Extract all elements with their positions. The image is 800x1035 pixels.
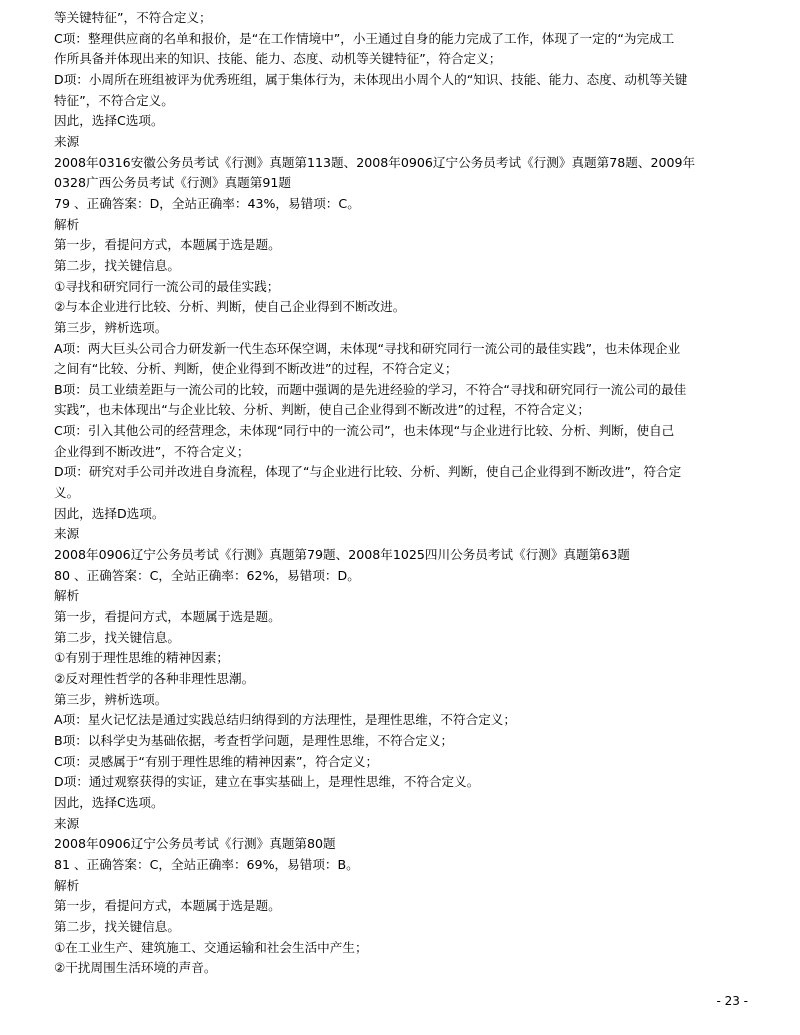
text-line: B项：员工业绩差距与一流公司的比较，而题中强调的是先进经验的学习，不符合“寻找和研究同行一流公司的最佳: [54, 381, 687, 397]
text-line: 第二步，找关键信息。: [54, 257, 180, 273]
text-line: 0328广西公务员考试《行测》真题第91题: [54, 175, 291, 191]
text-line: A项：星火记忆法是通过实践总结归纳得到的方法理性，是理性思维，不符合定义；: [54, 712, 516, 728]
text-line: 第三步，辨析选项。: [54, 319, 168, 335]
text-line: 2008年0906辽宁公务员考试《行测》真题第80题: [54, 836, 336, 852]
text-line: 79 、正确答案：D，全站正确率：43%，易错项：C。: [54, 195, 360, 211]
text-line: ②干扰周围生活环境的声音。: [54, 960, 217, 976]
text-line: D项：研究对手公司并改进自身流程，体现了“与企业进行比较、分析、判断，使自己企业得到不断改进”，符合定: [54, 464, 682, 480]
text-line: 作所具备并体现出来的知识、技能、能力、态度、动机等关键特征”，符合定义；: [54, 51, 502, 67]
text-line: 等关键特征”，不符合定义；: [54, 10, 212, 25]
text-line: C项：引入其他公司的经营理念，未体现“同行中的一流公司”，也未体现“与企业进行比较、分析、判断，使自己: [54, 423, 675, 439]
text-line: ②反对理性哲学的各种非理性思潮。: [54, 671, 255, 686]
text-line: 第二步，找关键信息。: [54, 918, 180, 934]
text-line: 第一步，看提问方式，本题属于选是题。: [54, 609, 281, 625]
text-line: ①寻找和研究同行一流公司的最佳实践；: [54, 278, 280, 294]
text-line: 义。: [54, 485, 80, 501]
text-line: 实践”，也未体现出“与企业比较、分析、判断，使自己企业得到不断改进”的过程，不符合定义；: [54, 402, 590, 418]
text-line: D项：小周所在班组被评为优秀班组，属于集体行为，未体现出小周个人的“知识、技能、能力、态度、动机等关键: [54, 71, 688, 87]
text-line: 2008年0906辽宁公务员考试《行测》真题第79题、2008年1025四川公务员考试《行测》真题第63题: [54, 547, 630, 563]
text-line: 因此，选择C选项。: [54, 113, 164, 129]
page-number: - 23 -: [716, 994, 748, 1008]
text-line: 来源: [54, 815, 80, 831]
text-line: 因此，选择C选项。: [54, 794, 164, 810]
text-line: 80 、正确答案：C，全站正确率：62%，易错项：D。: [54, 567, 360, 583]
text-line: 解析: [54, 216, 80, 232]
text-line: 因此，选择D选项。: [54, 505, 165, 521]
text-line: 解析: [54, 588, 80, 604]
text-line: B项：以科学史为基础依据，考查哲学问题，是理性思维，不符合定义；: [54, 732, 454, 748]
text-line: D项：通过观察获得的实证，建立在事实基础上，是理性思维，不符合定义。: [54, 774, 480, 790]
text-line: 之间有“比较、分析、判断，使企业得到不断改进”的过程，不符合定义；: [54, 361, 458, 377]
document-body: [54, 8, 752, 979]
text-line: 第一步，看提问方式，本题属于选是题。: [54, 237, 281, 253]
text-line: A项：两大巨头公司合力研发新一代生态环保空调，未体现“寻找和研究同行一流公司的最佳实践”，也未体现企业: [54, 340, 681, 356]
text-line: 第三步，辨析选项。: [54, 691, 168, 707]
text-line: 81 、正确答案：C，全站正确率：69%，易错项：B。: [54, 856, 359, 872]
text-line: 第二步，找关键信息。: [54, 629, 180, 645]
text-line: 特征”，不符合定义。: [54, 92, 174, 108]
text-line: 第一步，看提问方式，本题属于选是题。: [54, 898, 281, 914]
text-line: 来源: [54, 133, 80, 149]
text-line: ②与本企业进行比较、分析、判断，使自己企业得到不断改进。: [54, 299, 406, 315]
text-line: ①有别于理性思维的精神因素；: [54, 650, 230, 666]
text-line: 解析: [54, 877, 80, 893]
text-line: ①在工业生产、建筑施工、交通运输和社会生活中产生；: [54, 939, 368, 955]
text-line: C项：整理供应商的名单和报价，是“在工作情境中”，小王通过自身的能力完成了工作，体现了一定的“为完成工: [54, 30, 675, 46]
text-line: 来源: [54, 526, 80, 542]
text-line: C项：灵感属于“有别于理性思维的精神因素”，符合定义；: [54, 753, 379, 769]
text-line: 企业得到不断改进”，不符合定义；: [54, 443, 250, 459]
text-line: 2008年0316安徽公务员考试《行测》真题第113题、2008年0906辽宁公务员考试《行测》真题第78题、2009年: [54, 154, 696, 170]
